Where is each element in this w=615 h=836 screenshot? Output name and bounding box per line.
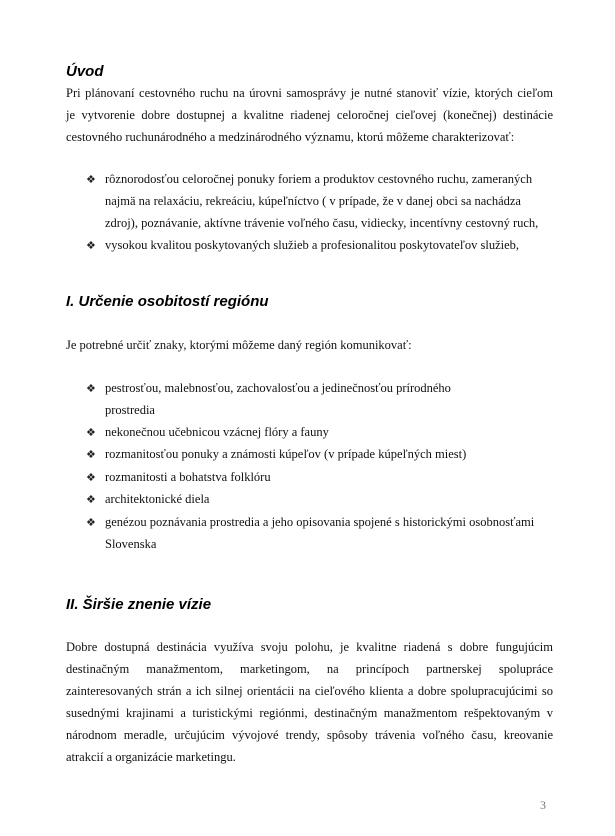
uvod-paragraph-line: cestovného ruchunárodného a medzinárodného významu, ktorú môžeme charakterizovať: [66,130,515,144]
section1-bullet-line: prostredia [105,403,155,417]
heading-section-2: II. Širšie znenie vízie [66,596,212,613]
section2-paragraph-line: národnom meradle, určujúcim vývojové trendy, spôsoby trávenia voľného času, kreovanie [66,728,553,742]
section1-intro: Je potrebné určiť znaky, ktorými môžeme daný región komunikovať: [66,338,412,352]
bullet-diamond-icon: ❖ [86,240,96,252]
bullet-diamond-icon: ❖ [86,517,96,529]
heading-uvod: Úvod [66,63,104,80]
bullet-diamond-icon: ❖ [86,472,96,484]
uvod-paragraph-line: je vytvorenie dobre dostupnej a kvalitne riadenej celoročnej cieľovej (konečnej) destinácie [66,108,553,122]
uvod-bullet-line: vysokou kvalitou poskytovaných služieb a profesionalitou poskytovateľov služieb, [105,238,520,252]
section1-bullet-line: genézou poznávania prostredia a jeho opisovania spojené s historickými osobnosťami [105,515,535,529]
section1-bullet-line: Slovenska [105,537,157,551]
bullet-diamond-icon: ❖ [86,383,96,395]
section1-bullet-line: rozmanitosti a bohatstva folklóru [105,470,271,484]
bullet-diamond-icon: ❖ [86,427,96,439]
bullet-diamond-icon: ❖ [86,174,96,186]
bullet-diamond-icon: ❖ [86,494,96,506]
section2-paragraph-line: destinačným manažmentom, marketingom, na princípoch partnerskej spolupráce [66,662,553,676]
section2-paragraph-line: zainteresovaných strán a ich silnej orientácii na cieľového klienta a dobre spolupracujúcimi so [66,684,553,698]
section1-bullet-line: rozmanitosťou ponuky a známosti kúpeľov (v prípade kúpeľných miest) [105,447,467,461]
uvod-paragraph-line: Pri plánovaní cestovného ruchu na úrovni samosprávy je nutné stanoviť vízie, ktorých cieľom [66,86,553,100]
section2-paragraph-line: susednými krajinami a turistickými regiónmi, destinačným manažmentom rešpektovaným v [66,706,553,720]
section1-bullet-line: pestrosťou, malebnosťou, zachovalosťou a jedinečnosťou prírodného [105,381,451,395]
heading-section-1: I. Určenie osobitostí regiónu [66,293,269,310]
section2-paragraph-line: atrakcií a organizácie marketingu. [66,750,236,764]
section1-bullet-line: nekonečnou učebnicou vzácnej flóry a fauny [105,425,329,439]
uvod-bullet-line: najmä na relaxáciu, rekreáciu, kúpeľníctvo ( v prípade, že v danej obci sa nachádza [105,194,521,208]
uvod-bullet-line: zdroj), poznávanie, aktívne trávenie voľného času, vidiecky, incentívny cestovný ruch, [105,216,539,230]
section1-bullet-line: architektonické diela [105,492,210,506]
uvod-bullet-line: rôznorodosťou celoročnej ponuky foriem a produktov cestovného ruchu, zameraných [105,172,533,186]
page-number: 3 [540,798,546,812]
bullet-diamond-icon: ❖ [86,449,96,461]
section2-paragraph-line: Dobre dostupná destinácia využíva svoju polohu, je kvalitne riadená s dobre fungujúcim [66,640,553,654]
